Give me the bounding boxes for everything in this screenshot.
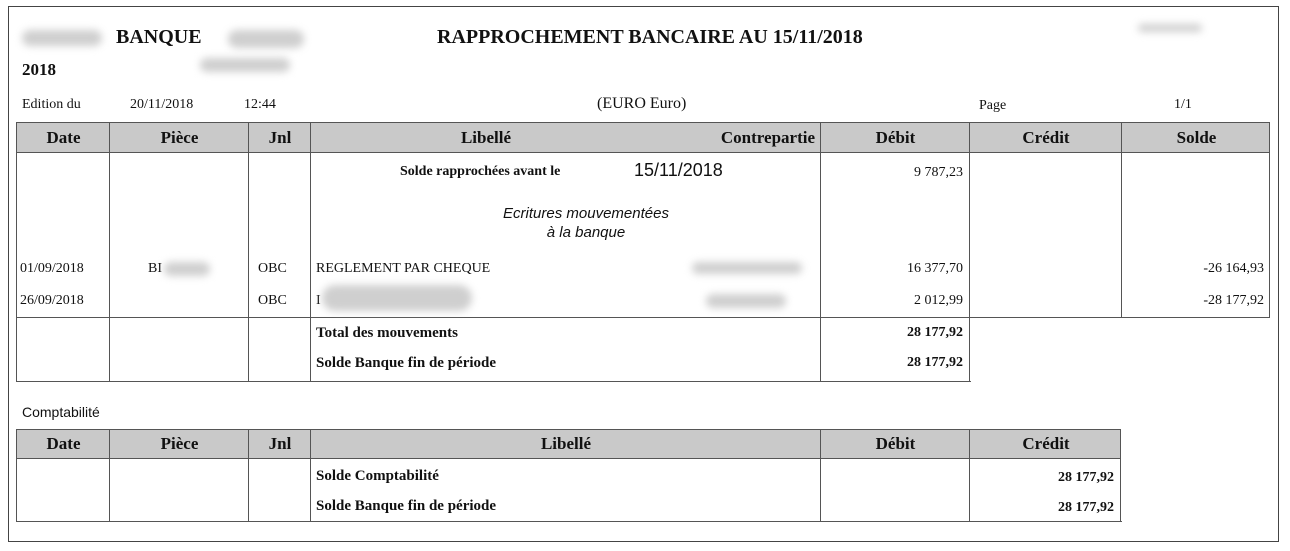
solde-banque-label: Solde Banque fin de période <box>316 498 497 514</box>
row1-libelle: REGLEMENT PAR CHEQUE <box>316 261 491 276</box>
grid-line <box>310 429 311 522</box>
compta-col-jnl: Jnl <box>268 434 292 453</box>
redacted-ref <box>1138 24 1202 32</box>
grid-line <box>16 429 17 522</box>
total-debit: 28 177,92 <box>907 325 963 340</box>
grid-line <box>1269 122 1270 318</box>
row1-debit: 16 377,70 <box>907 261 963 276</box>
compta-col-debit: Débit <box>875 434 916 453</box>
solde-banque-credit: 28 177,92 <box>1058 500 1114 515</box>
redacted-contrepartie <box>706 294 786 308</box>
row1-piece: BI <box>148 261 162 276</box>
edition-label: Edition du <box>22 97 81 112</box>
page-label: Page <box>979 98 1007 113</box>
grid-line <box>16 122 17 382</box>
row2-debit: 2 012,99 <box>914 293 963 308</box>
row2-solde: -28 177,92 <box>1203 293 1264 308</box>
compta-col-credit: Crédit <box>1022 434 1070 453</box>
compta-col-libelle: Libellé <box>540 434 592 453</box>
edition-date: 20/11/2018 <box>130 97 194 112</box>
compta-col-date: Date <box>46 434 81 453</box>
grid-line <box>820 429 821 522</box>
section-line-1: Ecritures mouvementées <box>503 205 669 222</box>
solde-compta-credit: 28 177,92 <box>1058 470 1114 485</box>
col-jnl: Jnl <box>268 127 292 147</box>
main-table-header <box>16 122 1270 153</box>
compta-col-piece: Pièce <box>160 434 199 453</box>
redacted-bank-name <box>228 30 304 48</box>
row1-jnl: OBC <box>258 261 287 276</box>
end-debit: 28 177,92 <box>907 355 963 370</box>
redacted-piece <box>164 262 210 276</box>
currency-label: (EURO Euro) <box>597 95 687 112</box>
col-contrepartie: Contrepartie <box>720 127 815 147</box>
col-credit: Crédit <box>1022 127 1070 147</box>
col-debit: Débit <box>875 127 916 147</box>
grid-line <box>820 122 821 382</box>
grid-line <box>16 521 1122 522</box>
report-year: 2018 <box>22 60 56 79</box>
solde-compta-label: Solde Comptabilité <box>316 468 439 484</box>
row2-date: 26/09/2018 <box>20 293 84 308</box>
redacted-libelle <box>322 285 472 311</box>
opening-debit: 9 787,23 <box>914 165 963 180</box>
col-libelle: Libellé <box>460 127 512 147</box>
compta-table-header <box>16 429 1121 459</box>
row2-libelle: I <box>316 293 321 308</box>
redacted-company <box>200 58 290 72</box>
opening-label: Solde rapprochées avant le <box>400 164 561 179</box>
redacted-bank-prefix <box>22 30 102 46</box>
edition-time: 12:44 <box>244 97 276 112</box>
col-solde: Solde <box>1176 127 1217 147</box>
col-date: Date <box>46 127 81 147</box>
row1-date: 01/09/2018 <box>20 261 84 276</box>
grid-line <box>248 429 249 522</box>
total-label: Total des mouvements <box>316 325 458 341</box>
section-line-2: à la banque <box>546 224 626 241</box>
col-piece: Pièce <box>160 127 199 147</box>
grid-line <box>310 122 311 382</box>
row2-jnl: OBC <box>258 293 287 308</box>
compta-title: Comptabilité <box>22 404 100 420</box>
grid-line <box>1120 429 1121 522</box>
report-title: RAPPROCHEMENT BANCAIRE AU 15/11/2018 <box>437 26 863 48</box>
grid-line <box>109 122 110 382</box>
grid-line <box>1121 122 1122 318</box>
opening-date: 15/11/2018 <box>634 160 723 180</box>
bank-label: BANQUE <box>116 26 202 48</box>
grid-line <box>16 317 1270 318</box>
end-label: Solde Banque fin de période <box>316 355 497 371</box>
grid-line <box>969 122 970 382</box>
row1-solde: -26 164,93 <box>1203 261 1264 276</box>
grid-line <box>248 122 249 382</box>
grid-line <box>109 429 110 522</box>
page-number: 1/1 <box>1174 97 1192 112</box>
redacted-contrepartie <box>692 262 802 274</box>
grid-line <box>16 381 971 382</box>
